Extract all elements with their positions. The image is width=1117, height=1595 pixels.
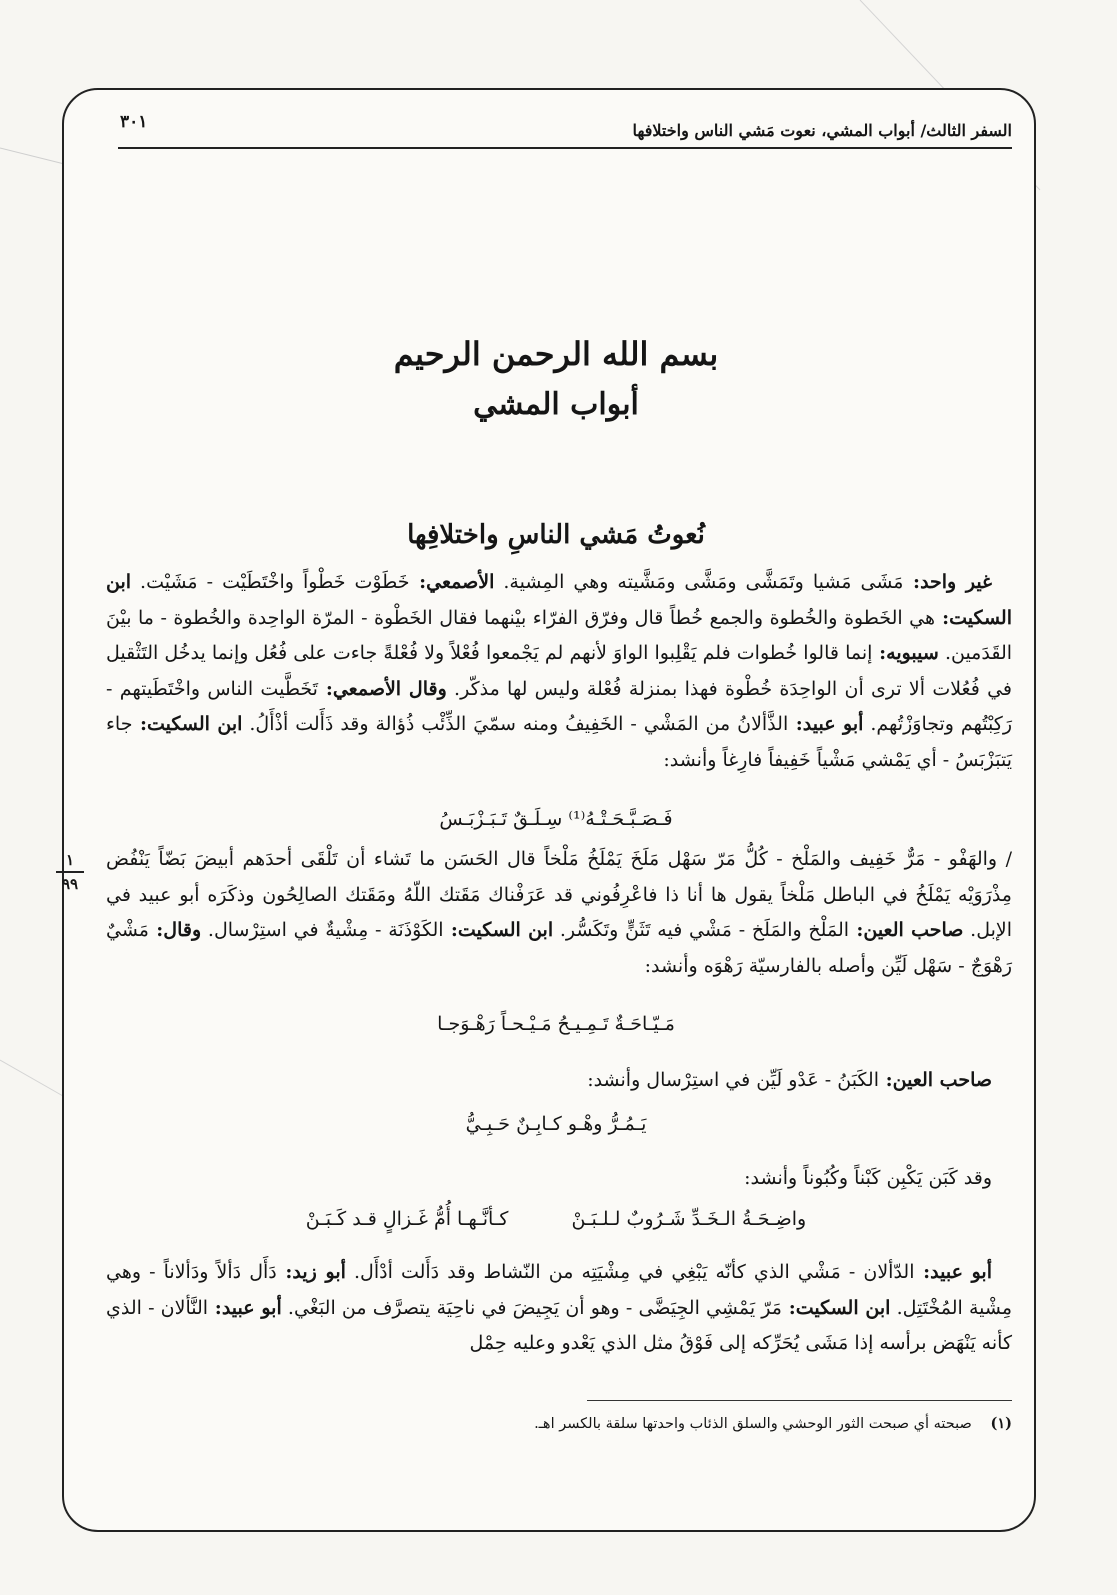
body-text: إنما قالوا خُطوات فلم يَقْلِبوا الواوَ لأنهم لم يَجْمعوا فُعْلاً ولا فُعْلةً جاءت على فُعُل وإنما يدخُل التَثْقيل في فُعُلات ألا ترى أن الواحِدَة خُطْوة فهذا بمنزلة فُعْلة وليس لها مذكّر. [106,642,1012,700]
paragraph-text [106,1063,1012,1099]
speaker-name: صاحب العين: [849,919,964,941]
body-text: دَأَل دَألاً ودَألاناً - وهي مِشْية المُخْتَتِل. [106,1261,1013,1319]
paragraph-text [106,565,1012,778]
footnote-rule [587,1400,1012,1401]
margin-ref-top: ١ [65,851,75,869]
speaker-name: أبو عبيد: [788,713,864,735]
body-text: الذَّألانُ من المَشْي - الخَفِيفُ ومنه سمّيَ الذِّئْب ذُؤالة وقد ذَأَلت أذْأَلُ. [242,713,789,735]
speaker-name: أبو زيد: [276,1261,346,1283]
basmala: بسم الله الرحمن الرحيم [393,335,719,373]
paragraph-2 [106,842,1012,984]
page-number: ٣٠١ [120,112,148,132]
body-text: خَطَوْت خَطْواً واخْتَطَيْت - مَشَيْت. [131,571,410,593]
body-text: جاء يَتبَزْبَسُ - أي يَمْشي مَشْياً خَفِيفاً فارِغاً وأنشد: [106,713,1012,771]
speaker-name: ابن السكيت: [132,713,243,735]
paragraph-4 [106,1161,1012,1197]
footnote-text: صبحته أي صبحت الثور الوحشي والسلق الذئاب واحدتها سلقة بالكسر اهـ. [534,1416,972,1432]
footnote [100,1415,1012,1432]
body-text: النَّألان - الذي كأنه يَنْهَض برأسه إذا مَشَى يُحَرِّكه إلى فَوْقُ مثل الذي يَعْدو وعليه حِمْل [106,1296,1012,1354]
body-text: / والهَفْو - مَرٌّ خَفِيف والمَلْخ - كُلُّ مَرّ سَهْل مَلَخَ يَمْلَخُ مَلْخاً قال الحَسَن ما تَشاء أن تَلْقَى أحدَهم أبيضَ بَضّاً يَنْفُض مِذْرَوَيْه يَمْلَخُ في الباطل مَلْخاً يقول ها أنا ذا فاعْرِفُوني قد عَرَفْناك مَقَتك اللّهُ ومَقَتك الصالِحُون وذكَرَه أبو عبيد في الإبل. [106,848,1013,941]
header-rule [118,147,1012,149]
speaker-name: أبو عبيد: [208,1296,282,1319]
body-text: مَرّ يَمْشِي الجِيَضَّى - وهو أن يَجِيضَ في ناحِيَة يتصرَّف من البَغْي. [281,1296,782,1319]
body-text: وقد كَبَن يَكْبِن كَبْناً وكُبُوناً وأنشد: [744,1167,992,1189]
paragraph-3 [106,1063,1012,1099]
body-text: مَشَى مَشيا وتَمَشَّى ومَشَّى ومَشَّيته وهي المِشية. [494,571,904,593]
verse-4 [100,1208,1012,1230]
verse-4-second-hemistich: كـأنَّـهـا أُمُّ غَـزالٍ قـد كَـبَـنْ [305,1208,509,1230]
running-head [100,107,1012,147]
body-text: المَلْخ والمَلَخ - مَشْي فيه تَثَنٍّ وتَكَسُّر. [553,919,850,941]
speaker-name: سيبويه: [872,642,939,664]
speaker-name: ابن السكيت: [106,571,1012,629]
body-text: هي الخَطوة والخُطوة والجمع خُطاً قال وفرّق الفرّاء بيْنهما فقال الخَطْوة - المرّة الواحِدة والخُطوة - ما بيْنَ القَدَمين. [106,606,1013,664]
paragraph-5 [106,1255,1012,1362]
body-text: تَخَطَّيت الناس واخْتَطَيتهم - رَكِبْتُهم وتجاوَزْتُهم. [106,677,1013,735]
running-title: السفر الثالث/ أبواب المشي، نعوت مَشي الناس واختلافها [632,121,1012,140]
margin-ref-divider [56,871,84,873]
paragraph-text [106,1161,1012,1197]
body-text: الكَبَنُ - عَدْو لَيِّن في استِرْسال وأنشد: [587,1069,879,1091]
verse-1: فَـصَـبَّـحَـتْـهُ⁽¹⁾ سِـلَـقٌ تَـبَـزْبَـسُ [439,808,673,830]
paragraph-text [106,842,1012,984]
body-text: الدّألان - مَشْي الذي كأنّه يَبْغِي في مِشْيَتِه من النّشاط وقد دَأَلت أدْأَل. [345,1261,915,1283]
speaker-name: أبو عبيد: [914,1261,992,1283]
speaker-name: وقال: [148,919,202,941]
speaker-name: ابن السكيت: [443,919,554,941]
body-text: مَشْيٌ رَهْوَجٌ - سَهْل لَيِّن وأصله بالفارسيّة رَهْوَه وأنشد: [106,919,1012,977]
verse-3: يَـمُـرُّ وهْـو كـابِـنٌ حَـبِـيُّ [465,1113,647,1135]
paragraph-1 [106,565,1012,778]
speaker-name: غير واحد: [903,571,992,593]
book-page [61,95,1013,1515]
speaker-name: الأصمعي: [409,571,495,593]
margin-ref-bottom: ٩٩ [61,875,79,893]
body-text: الكَوْذَنَة - مِشْيةٌ في استِرْسال. [201,919,444,941]
paragraph-text [106,1255,1012,1362]
book-title: أبواب المشي [473,387,639,422]
verse-2: مَـيّـاحَـةٌ تَـمِـيـحُ مَـيْـحـاً رَهْـوَجـا [437,1013,675,1035]
section-title: نُعوتُ مَشي الناسِ واختلافِها [407,520,705,550]
margin-page-reference [50,851,90,893]
footnote-mark: (١) [990,1415,1012,1432]
speaker-name: وقال الأصمعي: [317,677,447,700]
speaker-name: صاحب العين: [879,1069,992,1091]
speaker-name: ابن السكيت: [781,1296,891,1319]
verse-4-first-hemistich: واضِـحَـةُ الـخَـدِّ شَـرُوبٌ لـلـبَـنْ [571,1208,807,1230]
